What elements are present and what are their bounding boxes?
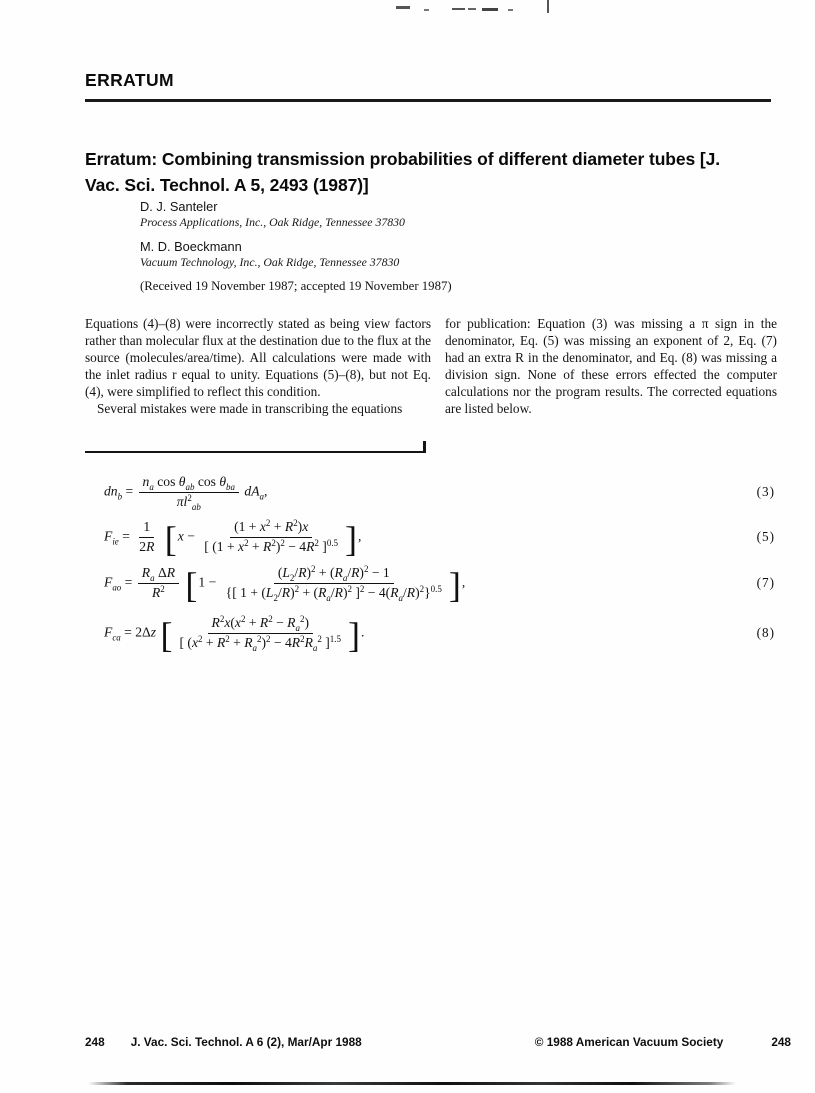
body-text (85, 316, 777, 417)
body-paragraph: Several mistakes were made in transcribing the equations (97, 400, 403, 416)
footer-page-number-right: 248 (771, 1035, 791, 1049)
article-title (85, 146, 785, 198)
body-column-left (85, 316, 431, 417)
scan-artifact-dash (482, 8, 498, 11)
equation-number: (8) (756, 625, 775, 640)
scan-artifact-vertical-line (547, 0, 549, 13)
footer-right (535, 1035, 791, 1049)
received-dates: (Received 19 November 1987; accepted 19 November 1987) (140, 279, 452, 293)
divider-horizontal-line (85, 451, 426, 454)
equation-8: $F_{ca} = 2\Delta z$ [ $\frac{R^2x(x^2 + R^2 - R_a^2)}{[ (x^2 + R^2 + R_a^2)^2 - 4R^2R_a^2 ]^{1.5}}$ ]. (104, 613, 365, 656)
scan-artifact-dash (468, 8, 476, 10)
scan-artifact-dash (424, 9, 429, 11)
body-paragraph: Equations (4)–(8) were incorrectly stated as being view factors rather than molecular flux at the destination due to the flux at the source (molecules/area/time). All calculations were made with the inlet radius r equal to unity. Equations (5)–(8), but not Eq. (4), were simplified to reflect this condition. (85, 316, 431, 399)
equation-row (85, 559, 777, 607)
body-paragraph: for publication: Equation (3) was missing a π sign in the denominator, Eq. (5) was missing an exponent of 2, Eq. (7) had an extra R in the denominator, and Eq. (8) was missing a division sign. None of these errors effected the computer calculations nor the program results. The corrected equations are listed below. (445, 316, 777, 416)
author-name: D. J. Santeler (140, 199, 218, 214)
scan-artifact-dash (452, 8, 465, 10)
column-divider-rule (85, 441, 426, 453)
footer-left (85, 1035, 362, 1049)
body-column-right (445, 316, 777, 417)
author-block (140, 199, 700, 294)
footer-journal-info: J. Vac. Sci. Technol. A 6 (2), Mar/Apr 1988 (130, 1035, 362, 1049)
article-title-line2: Vac. Sci. Technol. A 5, 2493 (1987)] (85, 175, 369, 195)
divider-hook-tick (423, 441, 426, 453)
equation-block (85, 469, 777, 657)
author-affiliation: Vacuum Technology, Inc., Oak Ridge, Tennessee 37830 (140, 255, 400, 269)
equation-row (85, 469, 777, 515)
equation-row (85, 609, 777, 657)
footer-page-number-left: 248 (85, 1035, 105, 1049)
equation-number: (3) (756, 484, 775, 499)
author-name: M. D. Boeckmann (140, 239, 242, 254)
scan-artifact-bottom-line (88, 1082, 736, 1085)
equation-3: $dn_b$ = $\frac{n_a \cos \theta_{ab} \cos \theta_{ba}}{\pi l^2_{ab}}$ $dA_a$, (104, 473, 268, 512)
scan-artifact-dash (508, 9, 513, 11)
header-rule (85, 99, 771, 102)
article-title-line1: Erratum: Combining transmission probabilities of different diameter tubes [J. (85, 149, 721, 169)
page-footer (85, 1035, 791, 1049)
equation-5: $F_{ie}$ = $\frac{1}{2R}$ [x − $\frac{(1 + x^2 + R^2)x}{[ (1 + x^2 + R^2)^2 - 4R^2 ]^{0.5}}$ ], (104, 517, 362, 560)
equation-row (85, 516, 777, 558)
equation-7: $F_{ao}$ = $\frac{R_a \Delta R}{R^2}$ [1 − $\frac{(L_2/R)^2 + (R_a/R)^2 - 1}{\{[ 1 + (L_2/R)^2 + (R_a/R)^2 ]^2 - 4(R_a/R)^2\}^{0.5}}$ ], (104, 563, 466, 606)
equation-number: (5) (756, 529, 775, 544)
section-label: ERRATUM (85, 70, 174, 90)
footer-copyright: © 1988 American Vacuum Society (534, 1035, 724, 1049)
equation-number: (7) (756, 575, 775, 590)
scan-artifact-dash (396, 6, 410, 9)
author-affiliation: Process Applications, Inc., Oak Ridge, Tennessee 37830 (140, 215, 405, 229)
